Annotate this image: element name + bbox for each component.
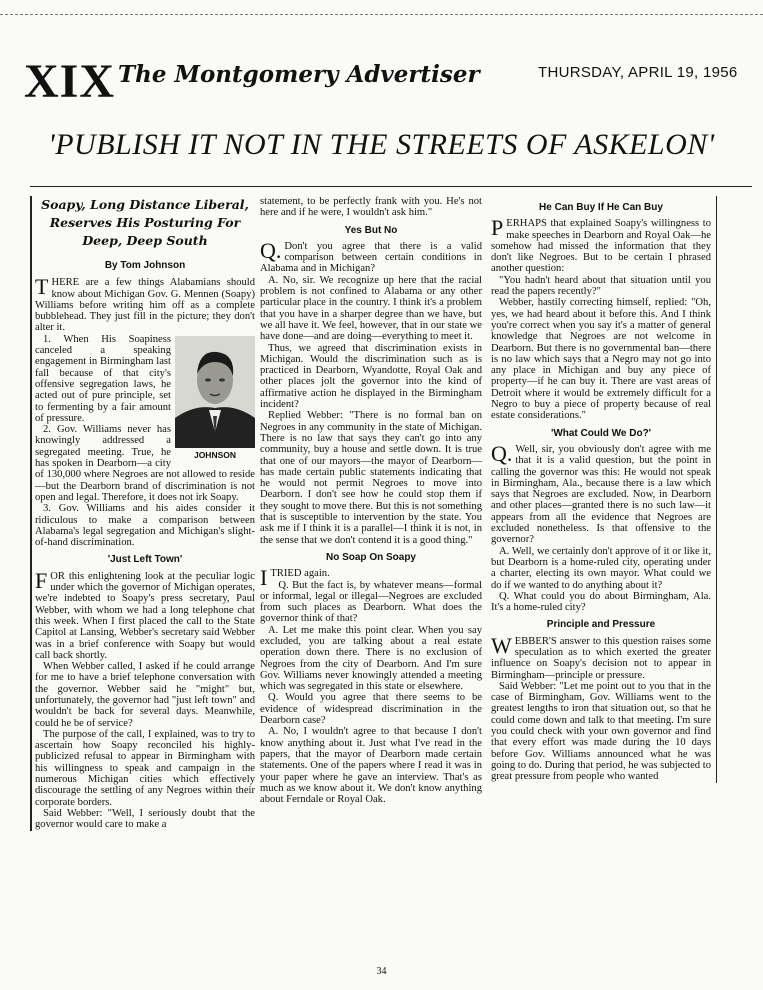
paragraph: Replied Webber: "There is no formal ban on Negroes in any community in the state of Michigan. There is no law that says they can't go into any community, buy a house and settle down. It is true that one of our mayors—the mayor of Dearborn—has made certain public statements indicating that he would not permit Negroes to move into Dearborn. I don't see how he could stop them if they sought to move there. But this is not something that is susceptible to intervention by the state. You ask me if I think it is a parallel—I think it is not, in the sense that we don't contend it is a good thing." [260, 410, 482, 546]
headline: 'PUBLISH IT NOT IN THE STREETS OF ASKELON' [48, 128, 715, 161]
paragraph: 1. When His Soapiness canceled a speaking engagement in Birmingham last fall because of that city's offensive segregation laws, he acted out of pure principle, set to fermenting by a fair amount of pressure. [35, 333, 171, 424]
paragraph-text: ERHAPS that explained Soapy's willingness to make speeches in Dearborn and Royal Oak—he somehow had missed the information that they don't like Negroes. But to be certain I phrased another question: [491, 218, 711, 275]
paragraph-text: OR this enlightening look at the peculiar logic under which the governor of Michigan operates, we're indebted to Soapy's press secretary, Paul Webber, with whom we had a long telephone chat this week. When I first placed the call to the State Capitol at Lansing, Webber's secretary said Webber was in a brief conference with Soapy but would call back shortly. [35, 570, 255, 661]
drop-cap: F [35, 567, 48, 593]
drop-cap: T [35, 274, 49, 300]
paragraph-text: HERE are a few things Alabamians should know about Michigan Gov. G. Mennen (Soapy) Williams before writing him off as a complete bubblehead. They just fill in the picture; they don't alter it. [35, 277, 255, 334]
top-border [0, 0, 763, 15]
drop-cap: P [491, 215, 504, 241]
paragraph: Said Webber: "Let me point out to you that in the case of Birmingham, Gov. Williams went to the greatest lengths to iron that situation out, so that he could come down and talk to that meeting. I'm sure you could check with your own governor and find that every effort was made during the 10 days before Gov. Williams announced what he was going to do. During that period, he was subjected to great pressure from people who wanted [491, 680, 711, 783]
subheading: Yes But No [344, 224, 398, 236]
subheading: 'What Could We Do?' [550, 427, 652, 439]
author-photo [175, 336, 255, 461]
paragraph: A. No, I wouldn't agree to that because I don't know anything about it. Just what I've read in the papers, that the mayor of Dearborn made certain statements. One of the papers where I read it was in your paper where he gave an interview. That's as much as we know about it. We don't know anything about Ferndale or Royal Oak. [260, 726, 482, 806]
paragraph-text: Well, sir, you obviously don't agree with me that it is a valid question, but the point in calling the governor was this: He would not speak in Birmingham, Ala., because there is a law which says that Negroes are excluded. Now, in Dearborn and other places—granted there is no such law—it appears from all the evidence that Negroes are excluded nonetheless. Is that offensive to the governor? [491, 443, 711, 546]
paragraph [491, 632, 711, 681]
paragraph [260, 237, 482, 275]
paragraph [35, 567, 255, 661]
paragraph: A. Let me make this point clear. When you say excluded, you are talking about a real estate operation down there. There is no exclusion of Negroes from the city of Dearborn. And I'm sure Gov. Williams never knowingly attended a meeting which was segregated in this state or elsewhere. [260, 624, 482, 693]
column-1 [30, 196, 255, 831]
paragraph: Q. Would you agree that there seems to be evidence of widespread discrimination in the Dearborn case? [260, 692, 482, 727]
paragraph: When Webber called, I asked if he could arrange for me to have a brief telephone conversation with the governor. Webber said he "might" but, unfortunately, the governor had "just left town" and wouldn't be back for several days. Meanwhile, could he be of service? [35, 661, 255, 729]
paragraph-text: EBBER'S answer to this question raises some speculation as to which exerted the greater influence on Soapy's decision not to appear in Birmingham—principle or pressure. [491, 635, 711, 681]
column-3 [491, 196, 717, 783]
drop-cap: I [260, 565, 268, 591]
paragraph: "You hadn't heard about that situation until you read the papers recently?" [491, 274, 711, 298]
column-2 [260, 196, 482, 805]
byline: By Tom Johnson [104, 260, 186, 271]
paragraph-text: Don't you agree that there is a valid comparison between certain conditions in Alabama and in Michigan? [260, 240, 482, 275]
paragraph-text: TRIED again. [270, 568, 330, 580]
paragraph: Thus, we agreed that discrimination exists in Michigan. Would the discrimination such as is practiced in Dearborn, Wyandotte, Royal Oak and other places jolt the governor into the kind of affirmative action he displayed in the Birmingham incident? [260, 342, 482, 411]
paragraph [260, 565, 482, 591]
drop-cap: Q. [491, 440, 513, 466]
photo-caption: JOHNSON [193, 449, 237, 460]
drop-cap: Q. [260, 237, 282, 263]
paragraph [491, 215, 711, 275]
paragraph: 3. Gov. Williams and his aides consider it ridiculous to make a comparison between Alabama's legal segregation and Michigan's slight-of-hand discrimination. [35, 503, 255, 549]
paragraph: Q. What could you do about Birmingham, Ala. It's a home-ruled city? [491, 590, 711, 614]
paragraph: Said Webber: "Well, I seriously doubt that the governor would care to make a [35, 807, 255, 831]
paragraph: The purpose of the call, I explained, was to try to ascertain how Soapy reconciled his highly-publicized refusal to appear in Birmingham with his willingness to speak and campaign in the numerous Michigan cities which effectively discourage the settling of any Negroes within their corporate borders. [35, 728, 255, 808]
subheading: Principle and Pressure [546, 619, 656, 631]
portrait-image [175, 336, 255, 448]
headline-rule [30, 186, 752, 187]
paragraph [35, 274, 255, 334]
newspaper-name: The Montgomery Advertiser [118, 61, 480, 88]
subheading: He Can Buy If He Can Buy [539, 202, 663, 213]
paragraph: 2. Gov. Williams never has knowingly addressed a segregated meeting. True, he has spoken in Dearborn—a city of 130,000 where Negroes are not allowed to reside—but the Dearborn brand of discrimination is not open and legal. Therefore, it does not irk Soapy. [35, 424, 255, 503]
paragraph: A. Well, we certainly don't approve of it or like it, but Dearborn is a home-ruled city, operating under a charter, electing its own mayor. What could we do if we wanted to do anything about it? [491, 545, 711, 591]
paragraph [491, 440, 711, 546]
deck-headline: Soapy, Long Distance Liberal, Reserves His Posturing For Deep, Deep South [41, 197, 249, 248]
paragraph: Q. But the fact is, by whatever means—formal or informal, legal or illegal—Negroes are excluded from such places as Dearborn. What does the governor think of that? [260, 579, 482, 625]
subheading: No Soap On Soapy [325, 551, 416, 563]
paragraph: statement, to be perfectly frank with you. He's not here and if he were, I wouldn't ask him." [260, 196, 482, 219]
paragraph: A. No, sir. We recognize up here that the racial problem is not confined to Alabama or any other particular place in the country. I think it's a problem that you have in a sharper degree than we have, but we all have it. We feel, however, that in our state we have done—and are doing—everything to meet it. [260, 274, 482, 343]
paragraph: Webber, hastily correcting himself, replied: "Oh, yes, we had heard about it before this. And I think you're correct when you say it's a matter of general knowledge that Negroes are not welcome in Dearborn. But there is no governmental ban—there is no law which says that a Negro may not go into any place in Michigan and buy any piece of property—if he can buy it. There are vast areas of Detroit where it would be extremely difficult for a Negro to buy a piece of property because of real estate considerations." [491, 297, 711, 422]
chapter-number: XIX [24, 55, 116, 108]
page-number: 34 [376, 966, 387, 977]
dateline: THURSDAY, APRIL 19, 1956 [538, 64, 738, 81]
subheading: 'Just Left Town' [107, 554, 183, 566]
drop-cap: W [491, 632, 512, 658]
